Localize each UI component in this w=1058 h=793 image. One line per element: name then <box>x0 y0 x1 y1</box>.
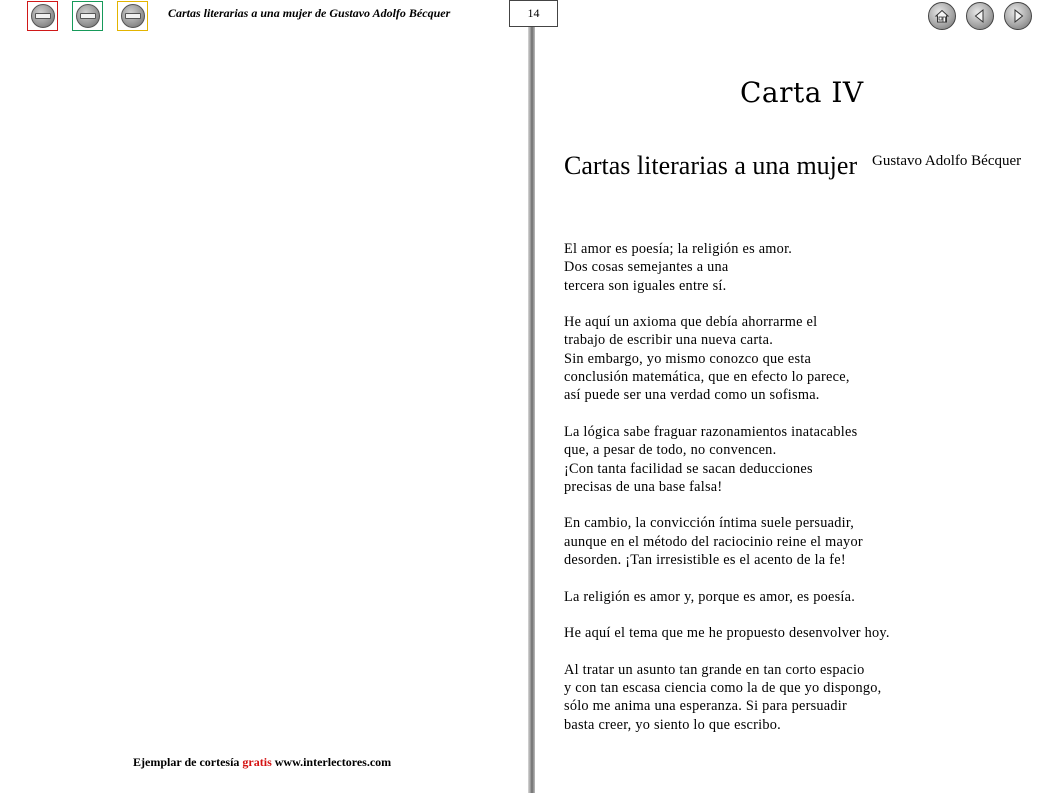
text-line: y con tan escasa ciencia como la de que yo dispongo, <box>564 680 882 697</box>
text-line: En cambio, la convicción íntima suele persuadir, <box>564 515 855 532</box>
text-line: conclusión matemática, que en efecto lo parece, <box>564 369 850 386</box>
paragraph <box>564 514 954 569</box>
paragraph <box>564 423 954 496</box>
footer-notice <box>133 755 391 770</box>
text-line: basta creer, yo siento lo que escribo. <box>564 716 781 733</box>
next-arrow-icon <box>1010 8 1026 24</box>
previous-page-button[interactable] <box>966 2 994 30</box>
text-line: He aquí un axioma que debía ahorrarme el <box>564 314 818 331</box>
yellow-button[interactable] <box>117 1 148 31</box>
footer-link[interactable]: www.interlectores.com <box>274 755 392 769</box>
red-button[interactable] <box>27 1 58 31</box>
text-line: La religión es amor y, porque es amor, es poesía. <box>564 588 856 605</box>
text-line: así puede ser una verdad como un sofisma. <box>564 387 820 404</box>
text-line: trabajo de escribir una nueva carta. <box>564 332 774 349</box>
text-line: Al tratar un asunto tan grande en tan corto espacio <box>564 661 865 678</box>
book-author: Gustavo Adolfo Bécquer <box>872 153 1022 169</box>
next-page-button[interactable] <box>1004 2 1032 30</box>
paragraph <box>564 588 954 606</box>
text-line: El amor es poesía; la religión es amor. <box>564 241 793 257</box>
previous-arrow-icon <box>972 8 988 24</box>
paragraph <box>564 624 954 642</box>
text-line: He aquí el tema que me he propuesto desenvolver hoy. <box>564 625 890 642</box>
green-button[interactable] <box>72 1 103 31</box>
text-line: precisas de una base falsa! <box>564 478 723 495</box>
minus-icon <box>76 4 100 28</box>
text-line: tercera son iguales entre sí. <box>564 277 727 294</box>
paragraph <box>564 240 954 295</box>
page-number: 14 <box>509 0 558 27</box>
paragraph <box>564 661 954 734</box>
paragraph <box>564 313 954 404</box>
text-line: Dos cosas semejantes a una <box>564 259 729 276</box>
text-line: ¡Con tanta facilidad se sacan deducciones <box>564 460 813 477</box>
book-spine <box>528 27 535 793</box>
text-line: Sin embargo, yo mismo conozco que esta <box>564 350 812 367</box>
home-button[interactable] <box>928 2 956 30</box>
text-line: sólo me anima una esperanza. Si para persuadir <box>564 698 848 715</box>
text-line: La lógica sabe fraguar razonamientos inatacables <box>564 423 858 440</box>
text-line: aunque en el método del raciocinio reine el mayor <box>564 533 863 550</box>
running-title: Cartas literarias a una mujer de Gustavo Adolfo Bécquer <box>168 6 451 20</box>
text-line: que, a pesar de todo, no convencen. <box>564 442 777 459</box>
footer-highlight: gratis <box>242 755 272 769</box>
chapter-title: Carta IV <box>740 76 864 109</box>
letter-body <box>564 240 954 752</box>
home-icon <box>934 8 950 24</box>
text-line: desorden. ¡Tan irresistible es el acento de la fe! <box>564 552 846 569</box>
minus-icon <box>121 4 145 28</box>
book-title: Cartas literarias a una mujer <box>564 151 858 180</box>
footer-prefix: Ejemplar de cortesía <box>133 755 240 769</box>
minus-icon <box>31 4 55 28</box>
